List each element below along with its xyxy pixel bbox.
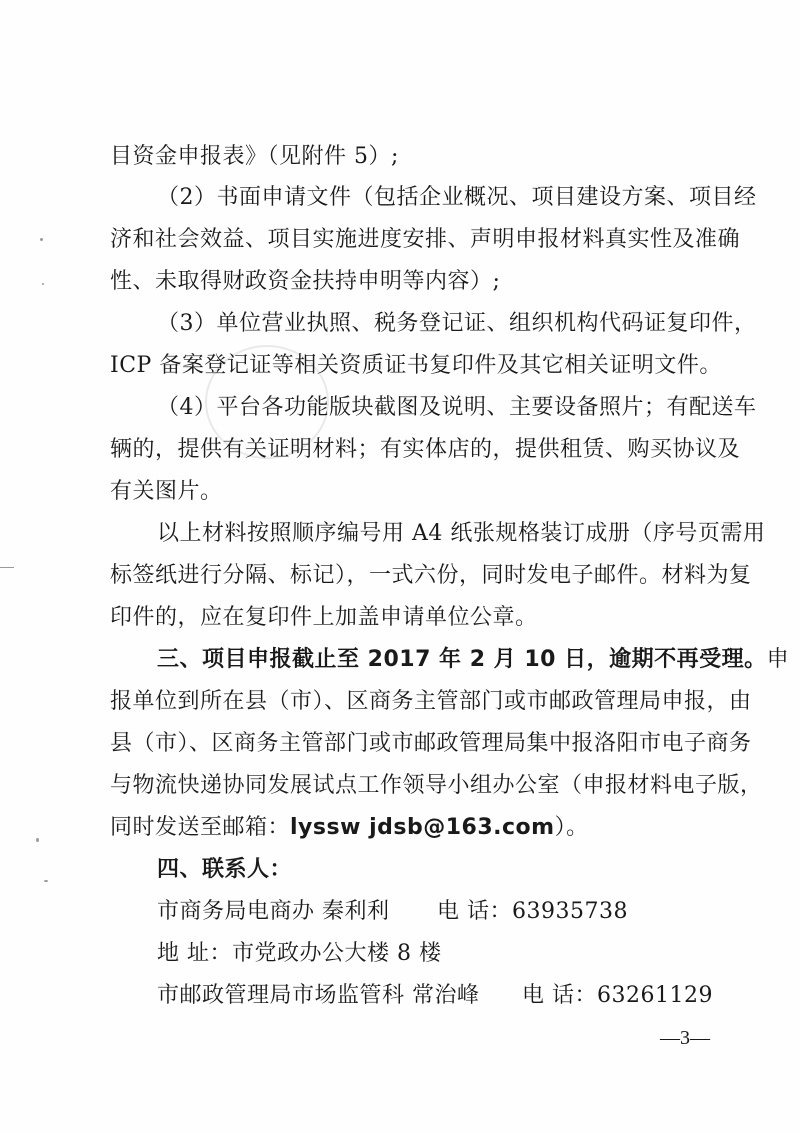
text-line: ICP 备案登记证等相关资质证书复印件及其它相关证明文件。 [110,353,722,378]
text-line: （4）平台各功能版块截图及说明、主要设备照片；有配送车 [157,395,757,420]
contact-1-name: 市商务局电商办 秦利利 [157,899,390,924]
text-line: 印件的，应在复印件上加盖申请单位公章。 [110,605,538,630]
text-line: 报单位到所在县（市）、区商务主管部门或市邮政管理局申报，由 [110,689,752,714]
text-line: 标签纸进行分隔、标记），一式六份，同时发电子邮件。材料为复 [110,563,752,588]
text-line-email [110,813,589,843]
text-line: 以上材料按照顺序编号用 A4 纸张规格装订成册（序号页需用 [157,521,766,546]
text-line: 有关图片。 [110,479,223,504]
scan-speck [40,238,43,241]
contact-2-name: 市邮政管理局市场监管科 常治峰 [157,983,480,1008]
contact-2-phone: 电 话：63261129 [522,983,713,1008]
scan-line [0,567,14,568]
text-line: 济和社会效益、项目实施进度安排、声明申报材料真实性及准确 [110,227,741,252]
section-3-deadline: 三、项目申报截止至 2017 年 2 月 10 日，逾期不再受理。 [157,647,767,672]
text-span: ）。 [554,815,589,840]
contact-1-phone: 电 话：63935738 [437,899,628,924]
scan-speck [44,880,48,882]
text-line: 县（市）、区商务主管部门或市邮政管理局集中报洛阳市电子商务 [110,731,752,756]
email-address: lyssw jdsb@163.com [290,815,555,840]
text-line: 与物流快递协同发展试点工作领导小组办公室（申报材料电子版， [110,773,763,798]
scan-speck [36,838,39,842]
text-line: 性、未取得财政资金扶持申明等内容）; [110,269,501,294]
section-3-first-line [157,645,790,675]
text-line: （3）单位营业执照、税务登记证、组织机构代码证复印件， [157,311,757,336]
text-span: 申 [766,647,790,672]
scan-speck [42,283,44,285]
page-number: —3— [660,1027,710,1049]
text-span: 同时发送至邮箱： [110,815,291,840]
text-line: 目资金申报表》（见附件 5）; [110,144,399,169]
text-line: （2）书面申请文件（包括企业概况、项目建设方案、项目经 [157,185,757,210]
section-4-heading: 四、联系人： [157,857,293,882]
text-line: 辆的，提供有关证明材料；有实体店的，提供租赁、购买协议及 [110,437,741,462]
address-line: 地 址：市党政办公大楼 8 楼 [157,941,442,966]
